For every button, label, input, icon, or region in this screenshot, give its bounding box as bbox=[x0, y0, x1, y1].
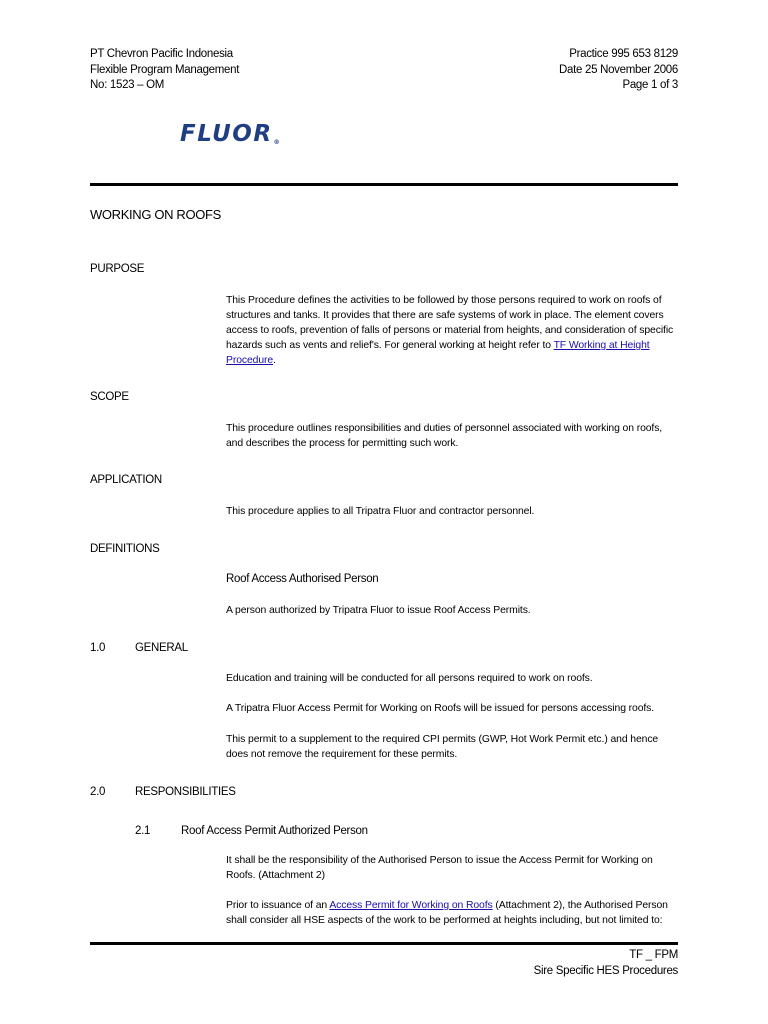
definition-text: A person authorized by Tripatra Fluor to issue Roof Access Permits. bbox=[226, 605, 531, 616]
purpose-text: This Procedure defines the activities to be followed by those persons required to work on roofs of structures and tanks. It provides that there are safe systems of work in place. The element covers access to roofs, prevention of falls of persons or material from heights, and consideration of specific hazards such as vents and relief's. For general working at height refer to TF Working at Height Procedure. bbox=[226, 295, 674, 366]
subsection-number: 2.1 bbox=[135, 825, 151, 837]
section-number-general: 1.0 bbox=[90, 642, 106, 654]
responsibilities-paragraph-2: Prior to issuance of an Access Permit for Working on Roofs (Attachment 2), the Authorised Person shall consider all HSE aspects of the work to be performed at heights including, but not limited to: bbox=[226, 900, 668, 926]
purpose-heading: PURPOSE bbox=[90, 263, 145, 275]
definition-term: Roof Access Authorised Person bbox=[226, 573, 379, 585]
footer-code: TF _ FPM bbox=[629, 949, 678, 961]
subsection-heading: Roof Access Permit Authorized Person bbox=[181, 825, 368, 837]
application-heading: APPLICATION bbox=[90, 474, 162, 486]
document-date: Date 25 November 2006 bbox=[559, 63, 678, 76]
general-heading: GENERAL bbox=[135, 642, 188, 654]
header-left bbox=[90, 47, 239, 94]
general-paragraph-3: This permit to a supplement to the required CPI permits (GWP, Hot Work Permit etc.) and hence does not remove the requirement for these permits. bbox=[226, 734, 659, 760]
scope-heading: SCOPE bbox=[90, 391, 129, 403]
company-name: PT Chevron Pacific Indonesia bbox=[90, 48, 233, 60]
access-permit-link[interactable]: Access Permit for Working on Roofs bbox=[329, 900, 493, 911]
responsibilities-paragraph-1: It shall be the responsibility of the Authorised Person to issue the Access Permit for Working on Roofs. (Attachment 2) bbox=[226, 855, 653, 881]
fluor-logo: FLUOR® bbox=[180, 121, 280, 147]
footer bbox=[534, 948, 678, 979]
program-name: Flexible Program Management bbox=[90, 63, 240, 76]
footer-title: Sire Specific HES Procedures bbox=[533, 964, 678, 977]
application-text: This procedure applies to all Tripatra Fluor and contractor personnel. bbox=[226, 506, 535, 517]
footer-divider bbox=[90, 942, 678, 945]
responsibilities-heading: RESPONSIBILITIES bbox=[135, 786, 236, 798]
document-number: No: 1523 – OM bbox=[90, 79, 165, 91]
general-paragraph-1: Education and training will be conducted for all persons required to work on roofs. bbox=[226, 673, 593, 684]
page-number: Page 1 of 3 bbox=[622, 79, 678, 91]
header-divider bbox=[90, 183, 678, 186]
header-right bbox=[559, 47, 678, 94]
working-at-height-link[interactable]: TF Working at Height Procedure bbox=[226, 340, 650, 366]
definitions-heading: DEFINITIONS bbox=[90, 543, 160, 555]
section-number-responsibilities: 2.0 bbox=[90, 786, 106, 798]
scope-text: This procedure outlines responsibilities and duties of personnel associated with working on roofs, and describes the process for permitting such work. bbox=[226, 423, 663, 449]
practice-number: Practice 995 653 8129 bbox=[569, 48, 678, 60]
general-paragraph-2: A Tripatra Fluor Access Permit for Working on Roofs will be issued for persons accessing roofs. bbox=[226, 703, 655, 714]
document-title: WORKING ON ROOFS bbox=[90, 207, 221, 222]
